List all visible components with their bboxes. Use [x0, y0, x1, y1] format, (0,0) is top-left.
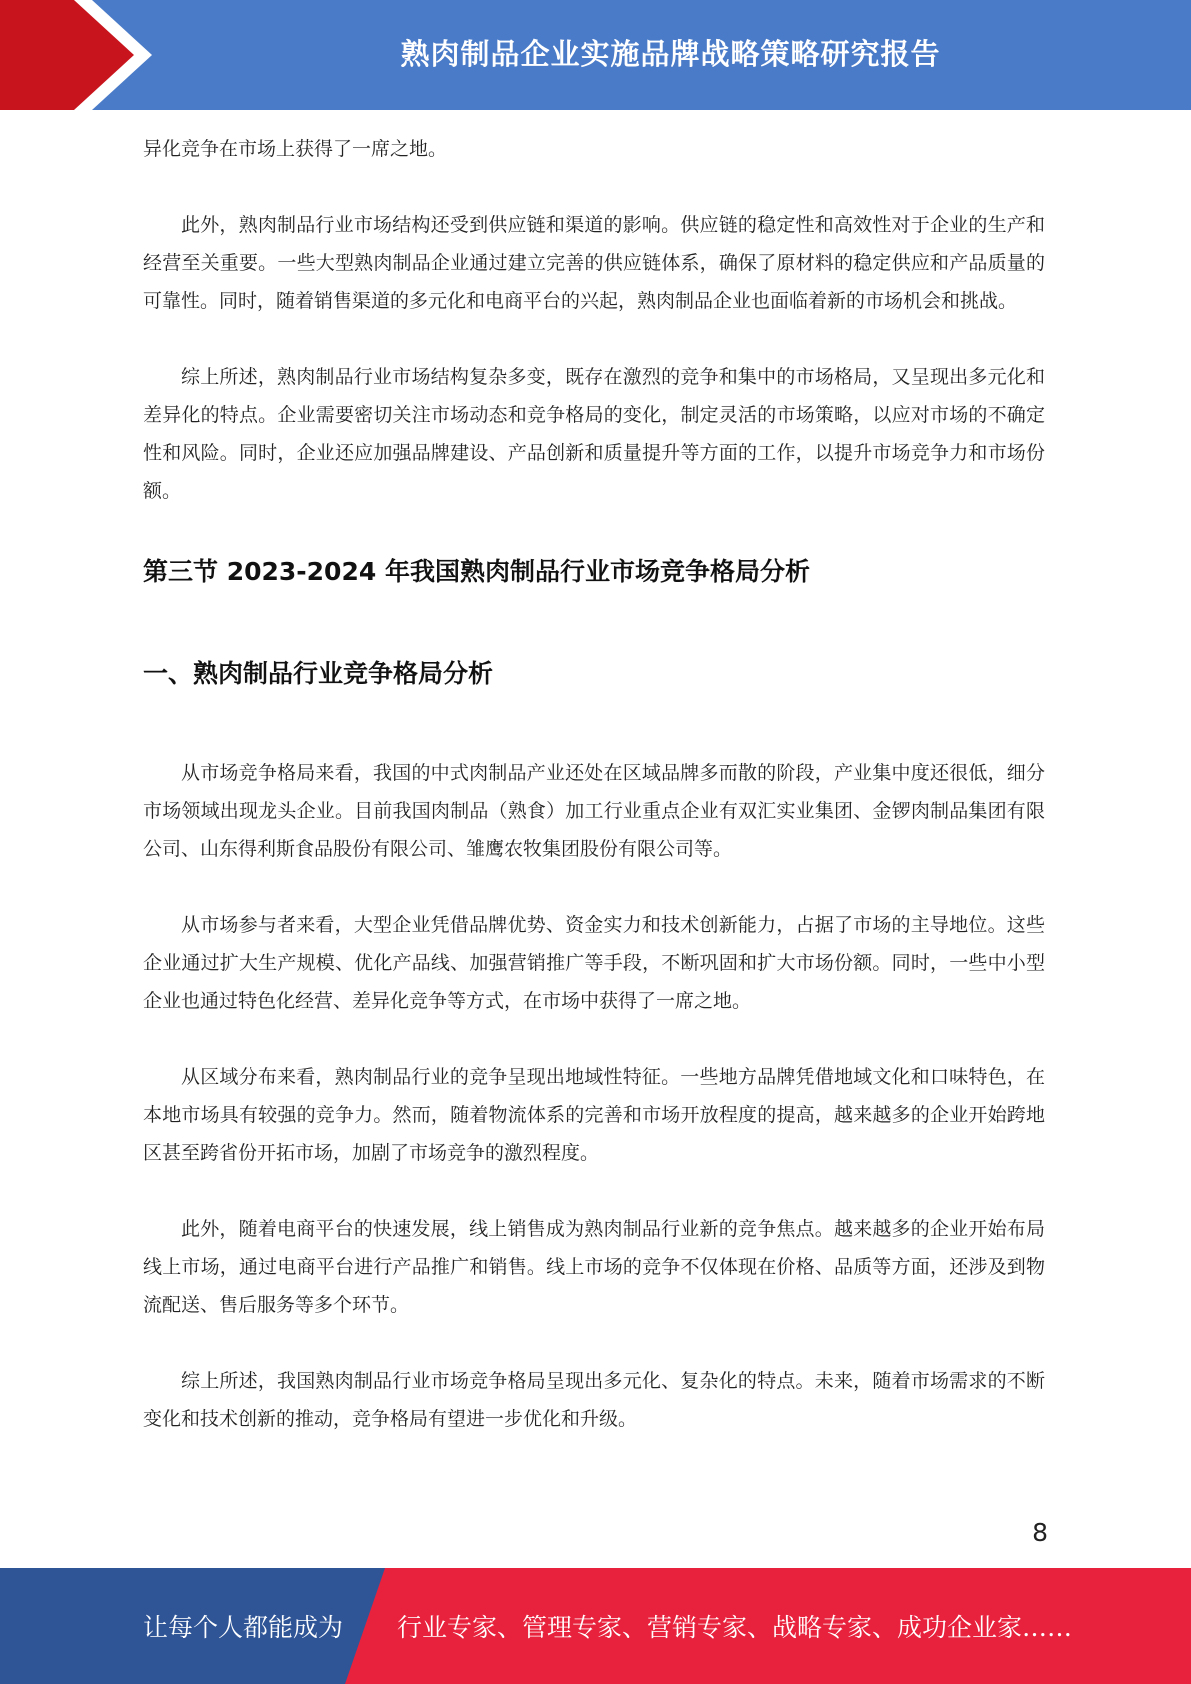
- page-header: [0, 0, 1191, 110]
- page-footer: [0, 1568, 1191, 1684]
- footer-slogan-right: 行业专家、管理专家、营销专家、战略专家、成功企业家……: [397, 1613, 1073, 1642]
- paragraph-online-sales: 此外，随着电商平台的快速发展，线上销售成为熟肉制品行业新的竞争焦点。越来越多的企业开始布局线上市场，通过电商平台进行产品推广和销售。线上市场的竞争不仅体现在价格、品质等方面，还涉及到物流配送、售后服务等多个环节。: [143, 1218, 1045, 1316]
- paragraph-conclusion: 综上所述，我国熟肉制品行业市场竞争格局呈现出多元化、复杂化的特点。未来，随着市场需求的不断变化和技术创新的推动，竞争格局有望进一步优化和升级。: [143, 1370, 1045, 1430]
- section-heading: 第三节 2023-2024 年我国熟肉制品行业市场竞争格局分析: [143, 557, 810, 586]
- sub-heading: 一、熟肉制品行业竞争格局分析: [143, 659, 494, 688]
- report-title: 熟肉制品企业实施品牌战略策略研究报告: [400, 36, 941, 71]
- paragraph-summary-structure: 综上所述，熟肉制品行业市场结构复杂多变，既存在激烈的竞争和集中的市场格局，又呈现出多元化和差异化的特点。企业需要密切关注市场动态和竞争格局的变化，制定灵活的市场策略，以应对市场的不确定性和风险。同时，企业还应加强品牌建设、产品创新和质量提升等方面的工作，以提升市场竞争力和市场份额。: [143, 366, 1045, 502]
- paragraph-competition-pattern: 从市场竞争格局来看，我国的中式肉制品产业还处在区域品牌多而散的阶段，产业集中度还很低，细分市场领域出现龙头企业。目前我国肉制品（熟食）加工行业重点企业有双汇实业集团、金锣肉制品集团有限公司、山东得利斯食品股份有限公司、雏鹰农牧集团股份有限公司等。: [143, 762, 1045, 860]
- page-content: [143, 130, 1045, 1438]
- paragraph-supply-chain: 此外，熟肉制品行业市场结构还受到供应链和渠道的影响。供应链的稳定性和高效性对于企业的生产和经营至关重要。一些大型熟肉制品企业通过建立完善的供应链体系，确保了原材料的稳定供应和产品质量的可靠性。同时，随着销售渠道的多元化和电商平台的兴起，熟肉制品企业也面临着新的市场机会和挑战。: [143, 214, 1045, 312]
- header-chevron-shape: [0, 0, 160, 110]
- paragraph-market-participants: 从市场参与者来看，大型企业凭借品牌优势、资金实力和技术创新能力，占据了市场的主导地位。这些企业通过扩大生产规模、优化产品线、加强营销推广等手段，不断巩固和扩大市场份额。同时，一些中小型企业也通过特色化经营、差异化竞争等方式，在市场中获得了一席之地。: [143, 914, 1045, 1012]
- paragraph-regional-distribution: 从区域分布来看，熟肉制品行业的竞争呈现出地域性特征。一些地方品牌凭借地域文化和口味特色，在本地市场具有较强的竞争力。然而，随着物流体系的完善和市场开放程度的提高，越来越多的企业开始跨地区甚至跨省份开拓市场，加剧了市场竞争的激烈程度。: [143, 1066, 1045, 1164]
- paragraph-continuation: 异化竞争在市场上获得了一席之地。: [143, 138, 448, 160]
- footer-slogan-left: 让每个人都能成为: [143, 1613, 344, 1642]
- page-number: 8: [1032, 1518, 1048, 1547]
